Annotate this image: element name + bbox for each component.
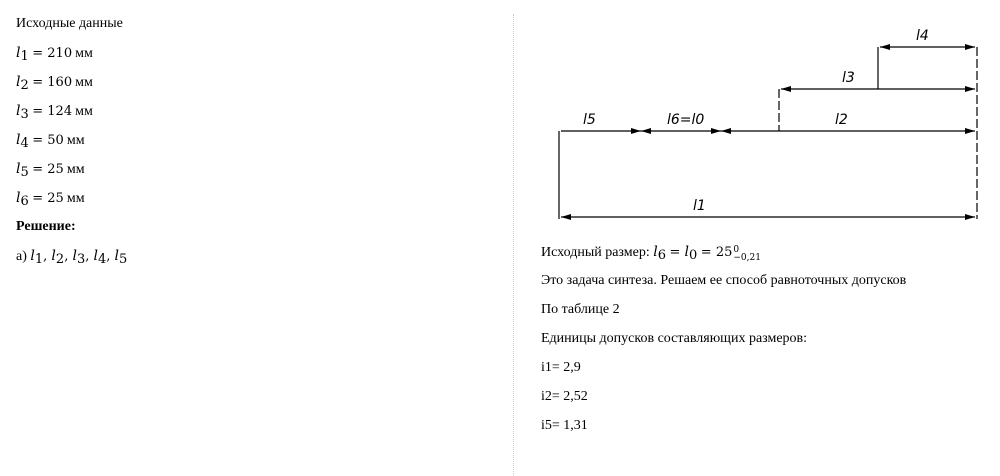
left-column <box>16 14 496 275</box>
param-l3: $l_3 = 124$ мм <box>16 103 93 122</box>
right-text-line: Это задача синтеза. Решаем ее способ равноточных допусков <box>541 273 907 288</box>
param-l5: $l_5 = 25$ мм <box>16 161 85 180</box>
item-a-list: $l_1$, $l_2$, $l_3$, $l_4$, $l_5$ <box>30 248 128 267</box>
label-l1: l1 <box>693 198 706 214</box>
param-l6: $l_6 = 25$ мм <box>16 190 85 209</box>
item-a-symbol: $l_5$ <box>114 248 128 267</box>
source-size-formula: $l_6 = l_0 = 25$ 0 −0,21 <box>653 244 761 263</box>
param-l4: $l_4 = 50$ мм <box>16 132 85 151</box>
label-l4: l4 <box>916 28 929 44</box>
item-a <box>16 246 496 266</box>
heading-source-data: Исходные данные <box>16 16 123 31</box>
tolerance: 0 −0,21 <box>733 245 761 263</box>
label-l5: l5 <box>583 112 596 128</box>
label-l2: l2 <box>835 112 848 128</box>
item-a-symbol: $l_2$ <box>51 248 65 267</box>
dimension-chain-diagram <box>548 20 988 230</box>
label-l6: l6=l0 <box>667 112 705 128</box>
item-a-symbol: $l_4$ <box>93 248 107 267</box>
right-text-line: i5= 1,31 <box>541 418 588 433</box>
source-size-line <box>541 242 991 262</box>
params-list <box>16 43 496 208</box>
param-l2: $l_2 = 160$ мм <box>16 74 93 93</box>
right-text-line: По таблице 2 <box>541 302 620 317</box>
item-a-symbol: $l_1$ <box>30 248 44 267</box>
right-text-line: Единицы допусков составляющих размеров: <box>541 331 808 346</box>
column-divider <box>513 14 514 476</box>
right-text-line: i2= 2,52 <box>541 389 588 404</box>
solution-label: Решение: <box>16 219 76 234</box>
item-a-symbol: $l_3$ <box>72 248 86 267</box>
right-text-line: i1= 2,9 <box>541 360 581 375</box>
param-l1: $l_1 = 210$ мм <box>16 45 93 64</box>
right-column <box>541 242 991 445</box>
source-size-label: Исходный размер: <box>541 245 650 260</box>
item-a-prefix: а) <box>16 249 27 264</box>
right-lines <box>541 271 991 436</box>
label-l3: l3 <box>842 70 855 86</box>
